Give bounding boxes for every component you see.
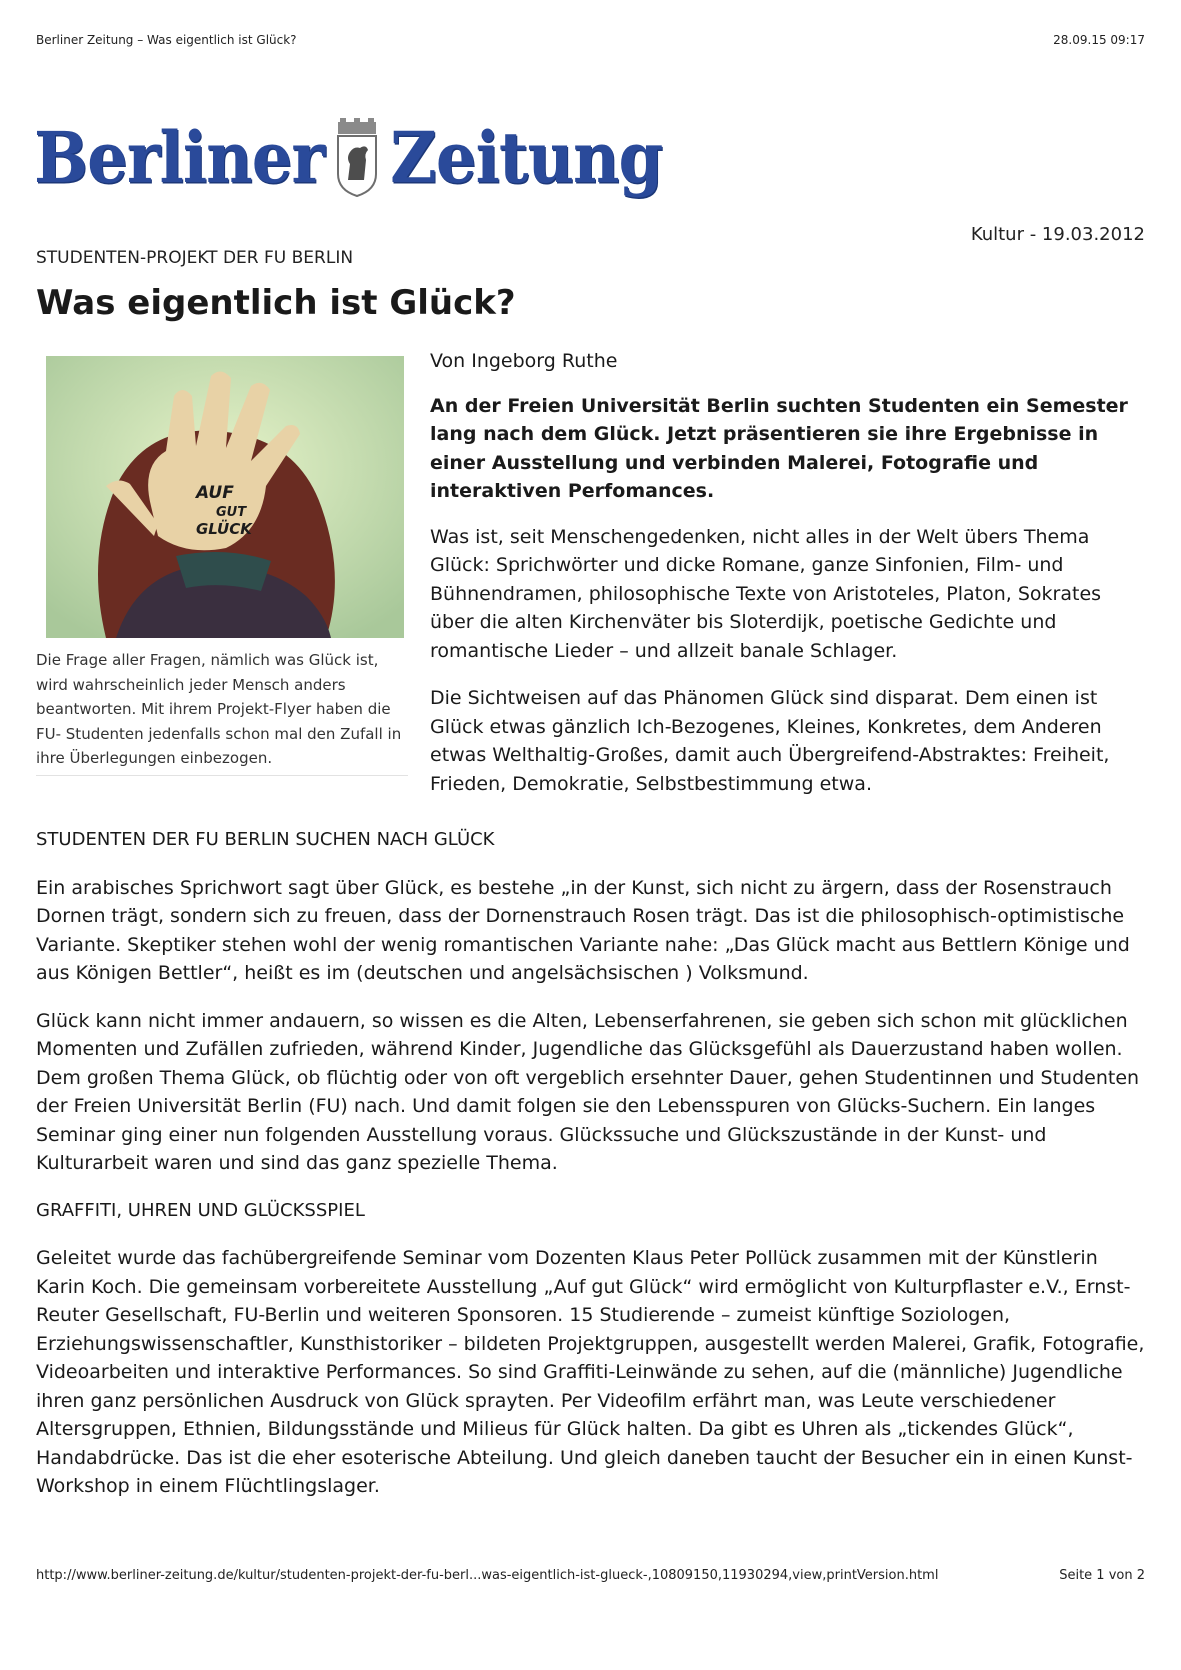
article-photo[interactable] — [46, 356, 404, 638]
print-footer-url: http://www.berliner-zeitung.de/kultur/studenten-projekt-der-fu-berl...was-eigentlich-ist-glueck-,10809150,11930294,view,printVersion.html — [36, 1568, 939, 1583]
intro-paragraph: Was ist, seit Menschengedenken, nicht alles in der Welt übers Thema Glück: Sprichwörter und dicke Romane, ganze Sinfonien, Film- und Bühnendramen, philosophische Texte von Aristoteles, Platon, Sokrates über die alten Kirchenväter bis Sloterdijk, poetische Gedichte und romantische Lieder – und allzeit banale Schlager. — [430, 525, 1102, 662]
print-header-title: Berliner Zeitung – Was eigentlich ist Glück? — [36, 33, 297, 47]
headline: Was eigentlich ist Glück? — [36, 283, 516, 323]
section-heading: STUDENTEN DER FU BERLIN SUCHEN NACH GLÜCK — [36, 829, 495, 850]
masthead-word-berliner: Berliner — [34, 116, 325, 200]
body-paragraph: Glück kann nicht immer andauern, so wissen es die Alten, Lebenserfahrenen, sie geben sich schon mit glücklichen Momenten und Zufällen zufrieden, während Kinder, Jugendliche das Glücksgefühl als Dauerzustand haben wollen. Dem großen Thema Glück, ob flüchtig oder von oft vergeblich ersehnter Dauer, gehen Studentinnen und Studenten der Freien Universität Berlin (FU) nach. Und damit folgen sie den Lebensspuren von Glücks-Suchern. Ein langes Seminar ging einer nun folgenden Ausstellung voraus. Glückssuche und Glückszustände in der Kunst- und Kulturarbeit waren und sind das ganz spezielle Thema. — [36, 1009, 1140, 1174]
intro-paragraph: Die Sichtweisen auf das Phänomen Glück sind disparat. Dem einen ist Glück etwas gänzlich Ich-Bezogenes, Kleines, Konkretes, dem Anderen etwas Welthaltig-Großes, damit auch Übergreifend-Abstraktes: Freiheit, Frieden, Demokratie, Selbstbestimmung etwa. — [430, 687, 1110, 795]
masthead-word-zeitung: Zeitung — [390, 116, 663, 200]
dateline: Kultur - 19.03.2012 — [970, 224, 1145, 245]
body-paragraph: Geleitet wurde das fachübergreifende Seminar vom Dozenten Klaus Peter Pollück zusammen mit der Künstlerin Karin Koch. Die gemeinsam vorbereitete Ausstellung „Auf gut Glück“ wird ermöglicht von Kulturpflaster e.V., Ernst-Reuter Gesellschaft, FU-Berlin und weiteren Sponsoren. 15 Studierende – zumeist künftige Soziologen, Erziehungswissenschaftler, Kunsthistoriker – bildeten Projektgruppen, ausgestellt werden Malerei, Grafik, Fotografie, Videoarbeiten und interaktive Performances. So sind Graffiti-Leinwände zu sehen, auf die (männliche) Jugendliche ihren ganz persönlichen Ausdruck von Glück sprayten. Per Videofilm erfährt man, was Leute verschiedener Altersgruppen, Ethnien, Bildungsstände und Milieus für Glück halten. Da gibt es Uhren als „tickendes Glück“, Handabdrücke. Das ist die eher esoterische Abteilung. Und gleich daneben taucht der Besucher ein in einen Kunst-Workshop in einem Flüchtlingslager. — [36, 1247, 1145, 1497]
section-heading: GRAFFITI, UHREN UND GLÜCKSSPIEL — [36, 1199, 365, 1221]
print-header-datetime: 28.09.15 09:17 — [1053, 33, 1145, 47]
article-body — [36, 826, 1146, 1520]
photo-caption: Die Frage aller Fragen, nämlich was Glück ist, wird wahrscheinlich jeder Mensch anders beantworten. Mit ihrem Projekt-Flyer haben die FU- Studenten jedenfalls schon mal den Zufall in ihre Überlegungen einbezogen. — [36, 648, 408, 776]
hand-text-glueck: GLÜCK — [196, 520, 252, 538]
berlin-bear-crest-icon — [334, 118, 380, 198]
masthead-logo[interactable] — [34, 108, 663, 208]
print-footer-page-number: Seite 1 von 2 — [1059, 1568, 1145, 1583]
hand-text-auf: AUF — [196, 483, 234, 503]
print-header — [36, 33, 1145, 47]
print-footer — [36, 1568, 1145, 1583]
hand-text-gut: GUT — [216, 505, 247, 520]
intro-column — [430, 347, 1145, 817]
byline: Von Ingeborg Ruthe — [430, 350, 618, 372]
kicker: STUDENTEN-PROJEKT DER FU BERLIN — [36, 248, 354, 268]
lead-paragraph: An der Freien Universität Berlin suchten Studenten ein Semester lang nach dem Glück. Jetzt präsentieren sie ihre Ergebnisse in einer Ausstellung und verbinden Malerei, Fotografie und interaktiven Perfomances. — [430, 394, 1128, 502]
article-figure — [36, 356, 408, 776]
body-paragraph: Ein arabisches Sprichwort sagt über Glück, es bestehe „in der Kunst, sich nicht zu ärgern, dass der Rosenstrauch Dornen trägt, sondern sich zu freuen, dass der Dornenstrauch Rosen trägt. Das ist die philosophisch-optimistische Variante. Skeptiker stehen wohl der wenig romantischen Variante nahe: „Das Glück macht aus Bettlern Könige und aus Königen Bettler“, heißt es im (deutschen und angelsächsischen ) Volksmund. — [36, 876, 1130, 984]
